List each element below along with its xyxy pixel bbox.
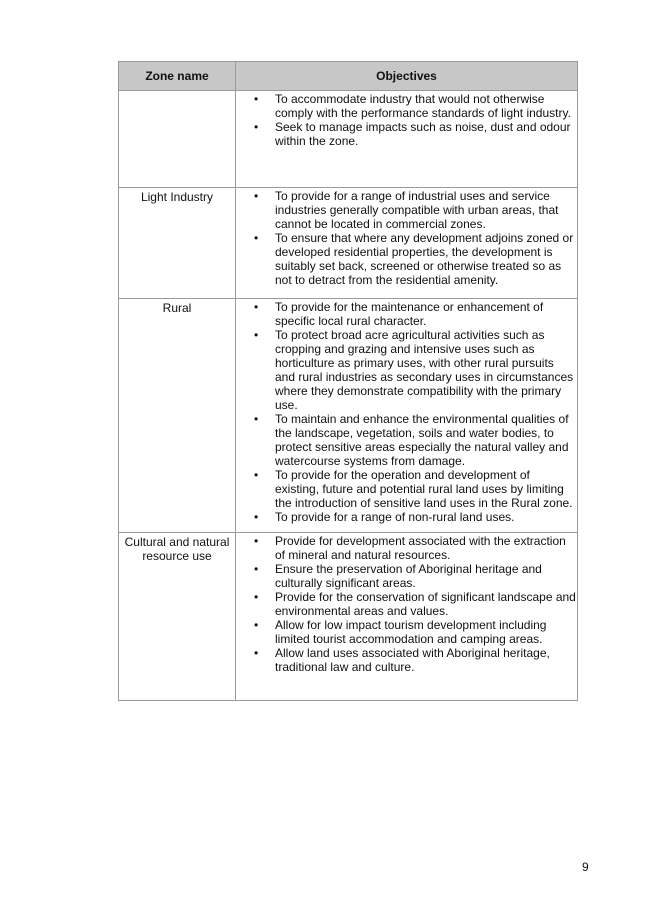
list-item: • To provide for the operation and development of existing, future and potential rural land uses by limiting the introduction of sensitive land uses in the Rural zone. [275, 468, 577, 510]
table-header-row [119, 62, 578, 91]
table-row [119, 533, 578, 701]
list-item: • To protect broad acre agricultural activities such as cropping and grazing and intensive uses such as horticulture as primary uses, with other rural pursuits and rural industries as secondary uses in circumstances where they demonstrate compatibility with the primary use. [275, 328, 577, 412]
table-row [119, 299, 578, 533]
list-item: • Provide for the conservation of significant landscape and environmental areas and values. [275, 590, 577, 618]
objectives-list [236, 300, 577, 524]
objectives-cell [236, 188, 578, 299]
objectives-list [236, 189, 577, 287]
list-item: • To provide for a range of non-rural land uses. [275, 510, 577, 524]
list-item: • To accommodate industry that would not otherwise comply with the performance standards of light industry. [275, 92, 577, 120]
zone-cell [119, 91, 236, 188]
list-item: • To maintain and enhance the environmental qualities of the landscape, vegetation, soils and water bodies, to protect sensitive areas especially the natural valley and watercourse systems from damage. [275, 412, 577, 468]
table-row [119, 188, 578, 299]
list-item: • Provide for development associated with the extraction of mineral and natural resources. [275, 534, 577, 562]
zone-cell: Rural [119, 299, 236, 533]
list-item: • Ensure the preservation of Aboriginal heritage and culturally significant areas. [275, 562, 577, 590]
objectives-cell [236, 91, 578, 188]
objectives-cell [236, 533, 578, 701]
objectives-list [236, 92, 577, 148]
list-item: • To ensure that where any development adjoins zoned or developed residential properties, the development is suitably set back, screened or otherwise treated so as not to detract from the residential amenity. [275, 231, 577, 287]
list-item: • To provide for a range of industrial uses and service industries generally compatible with urban areas, that cannot be located in commercial zones. [275, 189, 577, 231]
table-row [119, 91, 578, 188]
zone-cell: Cultural and natural resource use [119, 533, 236, 701]
list-item: • To provide for the maintenance or enhancement of specific local rural character. [275, 300, 577, 328]
zone-objectives-table [118, 61, 578, 701]
objectives-list [236, 534, 577, 674]
zone-cell: Light Industry [119, 188, 236, 299]
list-item: • Allow for low impact tourism development including limited tourist accommodation and camping areas. [275, 618, 577, 646]
page-number: 9 [582, 860, 589, 874]
list-item: • Allow land uses associated with Aboriginal heritage, traditional law and culture. [275, 646, 577, 674]
objectives-cell [236, 299, 578, 533]
list-item: • Seek to manage impacts such as noise, dust and odour within the zone. [275, 120, 577, 148]
header-objectives: Objectives [236, 62, 578, 91]
header-zone-name: Zone name [119, 62, 236, 91]
